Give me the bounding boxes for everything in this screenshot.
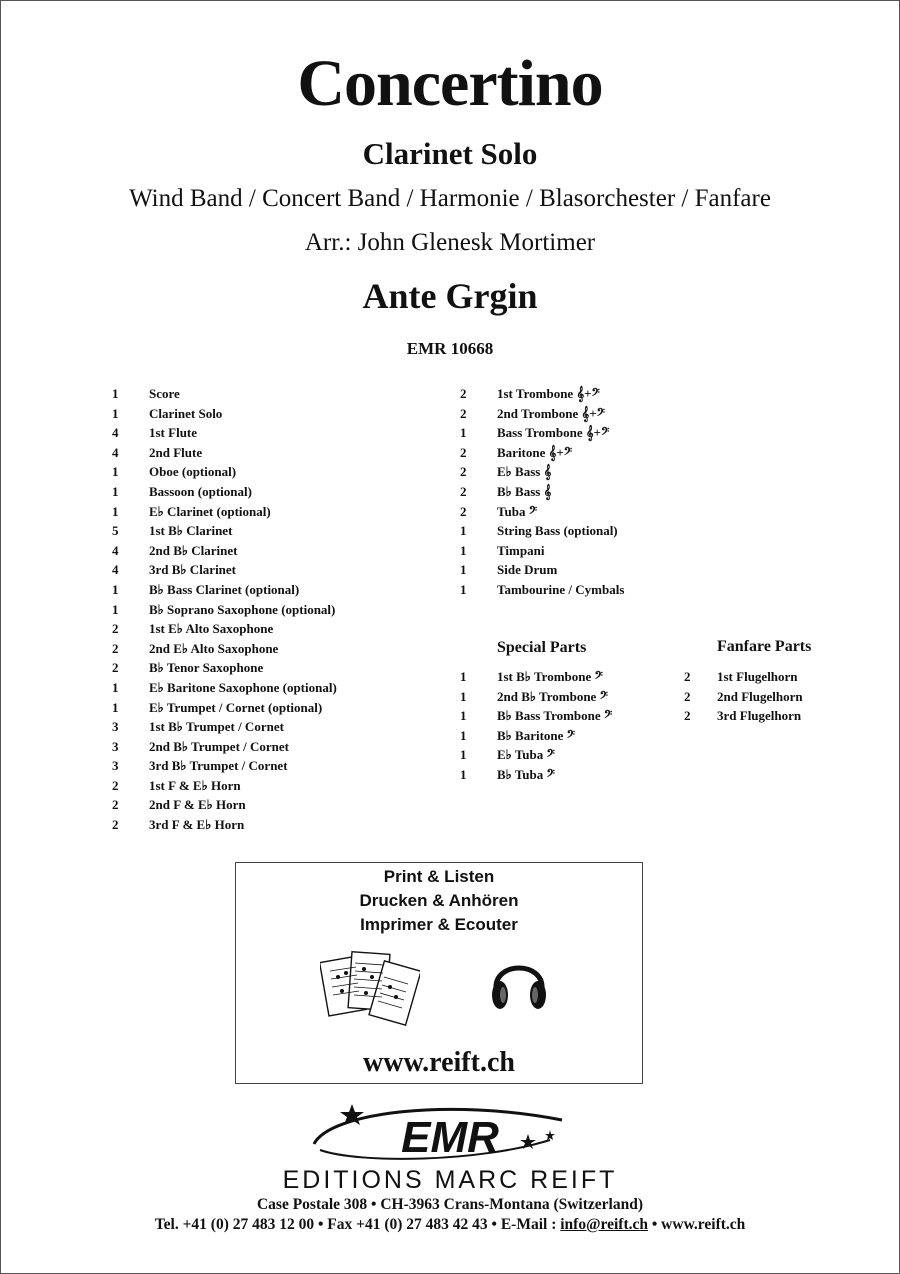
part-name: E♭ Clarinet (optional) [149,503,271,519]
part-name: Oboe (optional) [149,464,237,480]
fanfare-parts-heading: Fanfare Parts [717,638,812,655]
emr-logo [300,1100,600,1169]
part-quantity: 3 [112,758,119,774]
part-quantity: 1 [112,699,119,715]
part-quantity: 1 [112,679,119,695]
part-quantity: 1 [112,483,119,499]
part-name: 1st B♭ Clarinet [149,523,233,539]
part-name: B♭ Baritone 𝄢 [497,727,576,743]
part-name: E♭ Bass 𝄞 [497,464,552,480]
part-quantity: 1 [460,542,467,558]
part-quantity: 1 [460,425,467,441]
part-quantity: 2 [460,464,467,480]
part-quantity: 4 [112,425,119,441]
part-quantity: 4 [112,542,119,558]
part-quantity: 2 [112,621,119,637]
part-quantity: 1 [112,464,119,480]
part-quantity: 2 [112,640,119,656]
part-name: Clarinet Solo [149,405,223,421]
part-name: 2nd Flute [149,444,203,460]
part-name: 1st Flugelhorn [717,669,798,684]
part-quantity: 2 [460,483,467,499]
part-quantity: 2 [460,444,467,460]
arranger: Arr.: John Glenesk Mortimer [304,229,596,256]
publisher-address: Case Postale 308 • CH-3963 Crans-Montana (Switzerland) [256,1196,643,1213]
contact-website: • www.reift.ch [648,1216,746,1233]
part-quantity: 1 [460,727,467,743]
special-parts-heading: Special Parts [497,639,587,656]
part-quantity: 1 [460,747,467,763]
part-name: 2nd B♭ Trombone 𝄢 [497,688,608,704]
part-name: 1st Flute [149,425,198,441]
ensemble-list: Wind Band / Concert Band / Harmonie / Blasorchester / Fanfare [129,185,771,212]
part-quantity: 1 [460,581,467,597]
part-quantity: 1 [460,708,467,724]
part-name: B♭ Bass Trombone 𝄢 [497,708,613,724]
part-name: 2nd F & E♭ Horn [149,797,246,813]
part-name: 1st E♭ Alto Saxophone [149,621,274,637]
part-quantity: 1 [112,601,119,617]
part-quantity: 1 [112,405,119,421]
part-quantity: 2 [684,688,691,704]
part-name: Side Drum [497,562,558,578]
part-quantity: 2 [112,797,119,813]
part-name: 2nd Trombone 𝄞+𝄢 [497,405,605,421]
promo-line-french: Imprimer & Ecouter [360,915,518,934]
part-name: 3rd B♭ Clarinet [149,562,237,578]
part-name: 2nd Flugelhorn [717,688,803,704]
email-link[interactable]: info@reift.ch [560,1216,648,1233]
piece-subtitle: Clarinet Solo [362,136,538,171]
part-quantity: 1 [112,386,119,401]
part-quantity: 1 [460,766,467,782]
publisher-name: EDITIONS MARC REIFT [282,1166,618,1194]
promo-line-english: Print & Listen [383,867,495,886]
part-quantity: 2 [112,660,119,676]
part-name: Baritone 𝄞+𝄢 [497,444,573,460]
part-quantity: 1 [112,503,119,519]
part-name: Tambourine / Cymbals [497,581,625,597]
part-name: 2nd E♭ Alto Saxophone [149,640,279,656]
part-quantity: 2 [684,669,691,684]
part-name: 1st B♭ Trumpet / Cornet [149,719,284,735]
contact-phone-fax: Tel. +41 (0) 27 483 12 00 • Fax +41 (0) 27 483 42 43 • E-Mail : [154,1216,561,1233]
part-name: B♭ Tenor Saxophone [149,660,264,676]
part-name: Timpani [497,542,545,558]
piece-title: Concertino [297,47,603,120]
part-quantity: 2 [684,708,691,724]
part-name: E♭ Trumpet / Cornet (optional) [149,699,323,715]
part-name: E♭ Tuba 𝄢 [497,747,555,763]
sheet-music-icon [320,949,420,1038]
part-name: B♭ Bass 𝄞 [497,483,552,499]
part-name: B♭ Bass Clarinet (optional) [149,581,300,597]
part-name: 3rd F & E♭ Horn [149,817,245,833]
part-name: 1st Trombone 𝄞+𝄢 [497,386,600,401]
part-name: 3rd Flugelhorn [717,708,802,724]
part-name: Tuba 𝄢 [497,503,538,519]
part-name: Bassoon (optional) [149,483,252,499]
part-name: E♭ Baritone Saxophone (optional) [149,679,337,695]
part-quantity: 2 [112,817,119,833]
part-quantity: 1 [460,669,467,684]
part-name: 3rd B♭ Trumpet / Cornet [149,758,288,774]
part-quantity: 4 [112,444,119,460]
part-quantity: 2 [460,386,467,401]
part-quantity: 4 [112,562,119,578]
part-quantity: 1 [460,523,467,539]
part-name: 1st F & E♭ Horn [149,777,241,793]
composer: Ante Grgin [362,276,538,316]
promo-line-german: Drucken & Anhören [359,891,519,910]
part-quantity: 1 [460,688,467,704]
headphones-icon [488,949,550,1018]
part-quantity: 3 [112,719,119,735]
part-name: 2nd B♭ Clarinet [149,542,238,558]
promo-website-link[interactable]: www.reift.ch [363,1047,515,1078]
part-name: 1st B♭ Trombone 𝄢 [497,669,603,684]
part-quantity: 2 [460,405,467,421]
logo-lettering: EMR [401,1113,499,1162]
part-quantity: 2 [460,503,467,519]
part-quantity: 3 [112,738,119,754]
part-name: Bass Trombone 𝄞+𝄢 [497,425,610,441]
part-name: String Bass (optional) [497,523,618,539]
publisher-contact [0,1216,900,1234]
part-quantity: 2 [112,777,119,793]
part-quantity: 1 [112,581,119,597]
part-name: Score [149,386,180,401]
part-name: B♭ Soprano Saxophone (optional) [149,601,336,617]
print-listen-box[interactable] [235,862,643,1084]
part-name: B♭ Tuba 𝄢 [497,766,555,782]
part-name: 2nd B♭ Trumpet / Cornet [149,738,289,754]
catalog-number: EMR 10668 [406,339,494,358]
part-quantity: 5 [112,523,119,539]
part-quantity: 1 [460,562,467,578]
